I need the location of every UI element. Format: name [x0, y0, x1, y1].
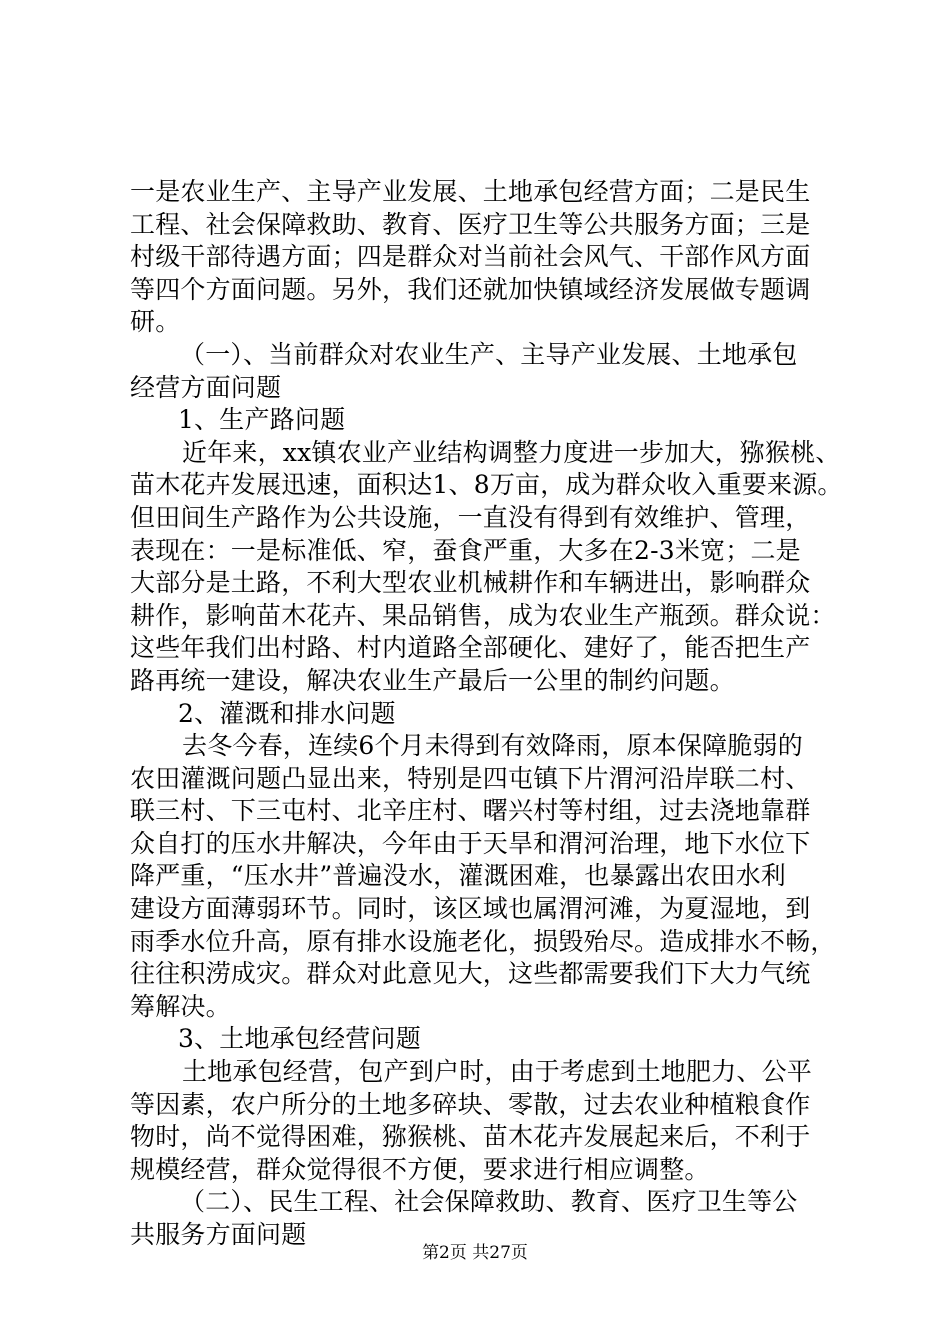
text-line: 建设方面薄弱环节。同时，该区域也属渭河滩，为夏湿地，到	[130, 894, 811, 924]
text-line: 大部分是土路，不利大型农业机械耕作和车辆进出，影响群众	[130, 568, 811, 598]
text-line: 规模经营，群众觉得很不方便，要求进行相应调整。	[130, 1154, 710, 1184]
page-number-footer: 第2页 共27页	[422, 1243, 528, 1263]
text-line: 路再统一建设，解决农业生产最后一公里的制约问题。	[130, 665, 735, 695]
subsection-heading-1: 1、生产路问题	[178, 405, 346, 435]
text-line: 研。	[130, 307, 181, 337]
text-line: 等四个方面问题。另外，我们还就加快镇域经济发展做专题调	[130, 274, 811, 304]
text-line: 土地承包经营，包产到户时，由于考虑到土地肥力、公平	[182, 1057, 813, 1087]
section-heading-2: （二）、民生工程、社会保障救助、教育、医疗卫生等公	[180, 1187, 798, 1217]
text-line: 耕作，影响苗木花卉、果品销售，成为农业生产瓶颈。群众说：	[130, 600, 836, 630]
document-body	[130, 176, 850, 1252]
text-line: 苗木花卉发展迅速，面积达1、8万亩，成为群众收入重要来源。	[130, 470, 843, 500]
section-heading-1-cont: 经营方面问题	[130, 372, 282, 402]
text-line: 工程、社会保障救助、教育、医疗卫生等公共服务方面；三是	[130, 209, 811, 239]
text-line: 表现在：一是标准低、窄，蚕食严重，大多在2-3米宽；二是	[130, 535, 801, 565]
text-line: 村级干部待遇方面；四是群众对当前社会风气、干部作风方面	[130, 242, 811, 272]
section-heading-2-cont: 共服务方面问题	[130, 1220, 307, 1249]
text-line: 联三村、下三屯村、北辛庄村、曙兴村等村组，过去浇地靠群	[130, 796, 811, 826]
subsection-heading-2: 2、灌溉和排水问题	[178, 698, 396, 728]
text-line: 众自打的压水井解决，今年由于天旱和渭河治理，地下水位下	[130, 828, 811, 858]
text-line: 物时，尚不觉得困难，猕猴桃、苗木花卉发展起来后，不利于	[130, 1122, 811, 1152]
text-line: 近年来，xx镇农业产业结构调整力度进一步加大，猕猴桃、	[182, 437, 841, 467]
text-line: 降严重，“压水井”普遍没水，灌溉困难，也暴露出农田水利	[130, 861, 786, 891]
text-line: 雨季水位升高，原有排水设施老化，损毁殆尽。造成排水不畅，	[130, 926, 836, 956]
text-line: 一是农业生产、主导产业发展、土地承包经营方面；二是民生	[130, 177, 811, 206]
subsection-heading-3: 3、土地承包经营问题	[178, 1024, 421, 1054]
text-line: 往往积涝成灾。群众对此意见大，这些都需要我们下大力气统	[130, 959, 811, 989]
text-line: 但田间生产路作为公共设施，一直没有得到有效维护、管理，	[130, 502, 811, 532]
text-line: 去冬今春，连续6个月未得到有效降雨，原本保障脆弱的	[182, 731, 803, 761]
section-heading-1: （一）、当前群众对农业生产、主导产业发展、土地承包	[180, 339, 798, 369]
text-line: 农田灌溉问题凸显出来，特别是四屯镇下片渭河沿岸联二村、	[130, 763, 811, 793]
text-line: 筹解决。	[130, 991, 231, 1021]
text-line: 等因素，农户所分的土地多碎块、零散，过去农业种植粮食作	[130, 1089, 811, 1119]
text-line: 这些年我们出村路、村内道路全部硬化、建好了，能否把生产	[130, 633, 811, 663]
